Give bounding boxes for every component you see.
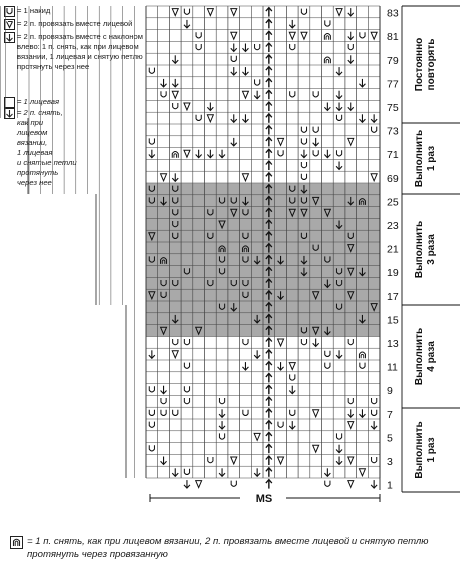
legend-text: = 2 п. снять, как при лицевом вязании, 1 лицевая и снятые петли протянуть через нее <box>17 108 77 187</box>
yarn-over-icon <box>149 410 154 416</box>
up-icon <box>266 161 272 170</box>
footnote <box>10 535 430 561</box>
skp-icon <box>219 468 225 476</box>
skp-icon <box>242 44 248 52</box>
skp-icon <box>207 150 213 158</box>
yarn-over-icon <box>348 398 353 404</box>
up-icon <box>266 397 272 406</box>
yarn-over-icon <box>184 398 189 404</box>
yarn-over-icon <box>149 422 154 428</box>
up-icon <box>266 444 272 453</box>
yarn-over-icon <box>372 398 377 404</box>
k2tog-icon <box>278 138 284 145</box>
skp-icon <box>336 91 342 99</box>
sk1-k2tog-psso-icon <box>10 536 23 549</box>
k2tog-icon <box>184 150 190 157</box>
skp-icon <box>172 173 178 181</box>
skp-icon <box>336 445 342 453</box>
skp-icon <box>172 468 178 476</box>
repeat-bracket-label <box>414 38 437 92</box>
yarn-over-icon <box>184 386 189 392</box>
yarn-over-icon <box>325 20 330 26</box>
row-number: 1 <box>387 479 393 492</box>
skp-icon <box>336 162 342 170</box>
skp-icon <box>324 150 330 158</box>
yarn-over-icon <box>161 398 166 404</box>
yarn-over-icon <box>336 433 341 439</box>
skp-icon <box>348 8 354 16</box>
up-icon <box>266 67 272 76</box>
yarn-over-icon <box>149 386 154 392</box>
yarn-over-icon <box>372 410 377 416</box>
up-icon <box>266 173 272 182</box>
yarn-over-icon <box>325 351 330 357</box>
repeat-bracket-label <box>414 130 437 187</box>
up-icon <box>266 432 272 441</box>
bracket-label-line: Выполнить <box>414 327 425 386</box>
double-icon <box>324 57 330 63</box>
yarn-over-icon <box>173 410 178 416</box>
skp-icon <box>242 67 248 75</box>
k2tog-icon <box>301 32 307 39</box>
skp-icon <box>289 20 295 28</box>
yarn-over-icon <box>255 79 260 85</box>
row-number: 21 <box>387 243 399 256</box>
up-icon <box>266 78 272 87</box>
skp-icon <box>231 114 237 122</box>
up-icon <box>266 421 272 430</box>
bracket-label-line: 4 раза <box>426 341 437 372</box>
yarn-over-icon <box>290 374 295 380</box>
skp-icon <box>348 103 354 111</box>
row-number: 11 <box>387 361 398 374</box>
k2tog-icon <box>196 481 202 488</box>
up-icon <box>266 126 272 135</box>
skp-icon <box>184 20 190 28</box>
skp-icon <box>149 350 155 358</box>
skp-icon <box>348 55 354 63</box>
yarn-over-icon <box>313 91 318 97</box>
skp-icon <box>231 44 237 52</box>
row-number: 9 <box>387 385 393 398</box>
yarn-over-icon <box>313 150 318 156</box>
up-icon <box>266 480 272 489</box>
legend-text: = 1 накид <box>17 6 51 15</box>
yarn-over-icon <box>149 445 154 451</box>
yarn-over-icon <box>278 150 283 156</box>
yarn-over-icon <box>372 457 377 463</box>
row-number: 19 <box>387 267 399 280</box>
k2tog-icon <box>348 422 354 429</box>
bracket-label-line: повторять <box>426 38 437 91</box>
bracket-label-line: Выполнить <box>414 129 425 188</box>
skp-icon <box>242 114 248 122</box>
yarn-over-icon <box>301 339 306 345</box>
skp-icon <box>359 79 365 87</box>
skp-icon <box>254 468 260 476</box>
skp-icon <box>231 67 237 75</box>
k2tog-icon <box>172 9 178 16</box>
up-icon <box>266 362 272 371</box>
skp-icon <box>172 55 178 63</box>
row-number: 73 <box>387 125 399 138</box>
up-icon <box>266 8 272 17</box>
bracket-label-line: Постоянно <box>414 37 425 92</box>
k2tog-icon <box>184 103 190 110</box>
yarn-over-icon <box>336 115 341 121</box>
bracket-label-line: 1 раз <box>426 437 437 463</box>
k2tog-icon <box>313 445 319 452</box>
yarn-over-icon <box>301 127 306 133</box>
repeat-bracket-label <box>414 421 437 478</box>
yarn-over-icon <box>243 339 248 345</box>
row-number: 15 <box>387 314 399 327</box>
yarn-over-icon <box>149 138 154 144</box>
row-number: 75 <box>387 102 399 114</box>
k2tog-icon <box>371 32 377 39</box>
up-icon <box>266 90 272 99</box>
row-number: 17 <box>387 290 399 303</box>
skp-icon <box>313 138 319 146</box>
row-number: 23 <box>387 220 399 232</box>
yarn-over-icon <box>301 162 306 168</box>
yarn-over-icon <box>219 398 224 404</box>
skp-icon <box>348 409 354 417</box>
row-number: 7 <box>387 408 393 421</box>
yarn-over-icon <box>325 363 330 369</box>
skp-icon <box>324 103 330 111</box>
yarn-over-icon <box>360 363 365 369</box>
row-number: 83 <box>387 7 399 20</box>
k2tog-icon <box>242 91 248 98</box>
yarn-over-icon <box>231 481 236 487</box>
yarn-over-icon <box>325 481 330 487</box>
k2tog-icon <box>278 339 284 346</box>
yarn-over-icon <box>243 410 248 416</box>
skp-icon <box>254 91 260 99</box>
skp-icon <box>278 362 284 370</box>
up-icon <box>266 373 272 382</box>
yarn-over-icon <box>196 44 201 50</box>
skp-icon <box>161 79 167 87</box>
yarn-over-icon <box>173 103 178 109</box>
double-icon <box>359 352 365 358</box>
row-number: 25 <box>387 196 399 209</box>
yarn-over-icon <box>255 44 260 50</box>
yarn-over-icon <box>231 56 236 62</box>
skp-icon <box>207 103 213 111</box>
skp-icon <box>324 468 330 476</box>
k2tog-icon <box>172 351 178 358</box>
yarn-over-icon <box>301 174 306 180</box>
yarn-over-icon <box>208 457 213 463</box>
repeat-bracket-label <box>414 221 437 278</box>
up-icon <box>266 468 272 477</box>
skp-icon <box>196 150 202 158</box>
up-icon <box>266 385 272 394</box>
up-icon <box>266 55 272 64</box>
bracket-label-line: 1 раз <box>426 145 437 172</box>
k2tog-icon <box>254 433 260 440</box>
up-icon <box>266 338 272 347</box>
up-icon <box>266 409 272 418</box>
skp-icon <box>371 114 377 122</box>
skp-icon <box>289 421 295 429</box>
yarn-over-icon <box>290 410 295 416</box>
skp-icon <box>313 339 319 347</box>
k2tog-icon <box>348 457 354 464</box>
k2tog-icon <box>348 138 354 145</box>
k2tog-icon <box>231 457 237 464</box>
row-number: 79 <box>387 54 399 67</box>
bracket-label-line: Выполнить <box>414 220 425 279</box>
ms-label: MS <box>255 493 273 505</box>
skp-icon <box>301 150 307 158</box>
bracket-label-line: 3 раза <box>426 234 437 265</box>
yarn-over-icon <box>149 68 154 74</box>
repeat-bracket-label <box>414 328 437 385</box>
skp-icon <box>359 409 365 417</box>
legend-text: = 2 п. провязать вместе лицевой <box>17 19 133 28</box>
skp-icon <box>336 350 342 358</box>
skp-icon <box>336 457 342 465</box>
k2tog-icon <box>359 469 365 476</box>
yarn-over-icon <box>313 127 318 133</box>
yarn-over-icon <box>290 91 295 97</box>
skp-icon <box>371 421 377 429</box>
up-icon <box>266 43 272 52</box>
k2tog-icon <box>231 32 237 39</box>
skp-icon <box>219 421 225 429</box>
yarn-over-icon <box>196 32 201 38</box>
double-icon <box>172 151 178 157</box>
yarn-over-icon <box>301 138 306 144</box>
row-number: 71 <box>387 149 399 162</box>
skp-icon <box>348 32 354 40</box>
up-icon <box>266 149 272 158</box>
yarn-over-icon <box>196 115 201 121</box>
k2tog-icon <box>207 115 213 122</box>
k2tog-icon <box>278 457 284 464</box>
row-number: 5 <box>387 432 393 445</box>
skp-icon <box>242 362 248 370</box>
yarn-over-icon <box>184 339 189 345</box>
skp-icon <box>172 79 178 87</box>
skp-icon <box>184 480 190 488</box>
yarn-over-icon <box>219 433 224 439</box>
skp-icon <box>359 114 365 122</box>
k2tog-icon <box>231 9 237 16</box>
skp-icon <box>149 150 155 158</box>
repeat-brackets <box>402 6 460 492</box>
skp-icon <box>254 350 260 358</box>
row-number: 81 <box>387 31 399 44</box>
yarn-over-icon <box>348 339 353 345</box>
yarn-over-icon <box>290 44 295 50</box>
up-icon <box>266 31 272 40</box>
up-icon <box>266 350 272 359</box>
skp-icon <box>336 67 342 75</box>
legend-text: = 2 п. провязать вместе с наклоном влево: 1 п. снять, как при лицевом вязании, 1 лицевая и снятую петлю протянуть через нее <box>17 32 143 71</box>
yarn-over-icon <box>278 422 283 428</box>
up-icon <box>266 137 272 146</box>
yarn-over-icon <box>161 410 166 416</box>
yarn-over-icon <box>184 9 189 15</box>
yarn-over-icon <box>372 127 377 133</box>
k2tog-icon <box>313 410 319 417</box>
up-icon <box>266 114 272 123</box>
yarn-over-icon <box>360 32 365 38</box>
yarn-over-icon <box>184 363 189 369</box>
yarn-over-icon <box>161 91 166 97</box>
k2tog-icon <box>289 363 295 370</box>
row-number: 69 <box>387 172 399 185</box>
up-icon <box>266 456 272 465</box>
yarn-over-icon <box>173 339 178 345</box>
footnote-text: = 1 п. снять, как при лицевом вязании, 2 п. провязать вместе лицевой и снятую петлю протянуть через провязанную <box>27 536 429 560</box>
row-number: 77 <box>387 78 399 91</box>
bracket-label-line: Выполнить <box>414 421 425 479</box>
k2tog-icon <box>289 32 295 39</box>
skp-icon <box>336 103 342 111</box>
up-icon <box>266 19 272 28</box>
row-number: 3 <box>387 456 393 468</box>
k2tog-icon <box>371 174 377 181</box>
center-marker <box>150 493 380 505</box>
k2tog-icon <box>161 174 167 181</box>
skp-icon <box>289 386 295 394</box>
yarn-over-icon <box>348 44 353 50</box>
row-number: 13 <box>387 338 399 350</box>
up-icon <box>266 102 272 111</box>
double-icon <box>324 33 330 39</box>
k2tog-icon <box>172 91 178 98</box>
k2tog-icon <box>348 481 354 488</box>
yarn-over-icon <box>301 9 306 15</box>
skp-icon <box>161 457 167 465</box>
k2tog-icon <box>336 9 342 16</box>
k2tog-icon <box>207 9 213 16</box>
skp-icon <box>371 480 377 488</box>
k2tog-icon <box>242 174 248 181</box>
skp-icon <box>219 150 225 158</box>
yarn-over-icon <box>184 469 189 475</box>
yarn-over-icon <box>336 150 341 156</box>
skp-icon <box>219 409 225 417</box>
skp-icon <box>231 138 237 146</box>
skp-icon <box>161 386 167 394</box>
legend-text: = 1 лицевая <box>17 97 60 106</box>
